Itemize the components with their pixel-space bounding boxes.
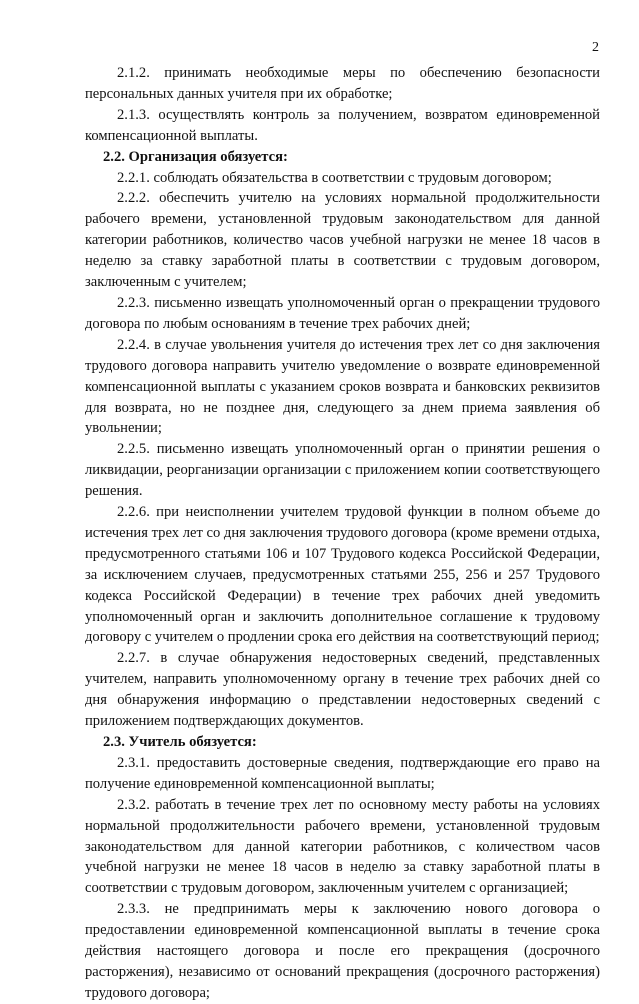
clause-2-2-7: 2.2.7. в случае обнаружения недостоверных сведений, представленных учителем, направить уполномоченному органу в течение трех рабочих дней со дня обнаружения информацию о представлении недостоверных сведений с приложением подтверждающих документов. <box>85 650 600 730</box>
clause-2-1-2: 2.1.2. принимать необходимые меры по обеспечению безопасности персональных данных учителя при их обработке; <box>85 65 600 102</box>
clause-2-1-3: 2.1.3. осуществлять контроль за получением, возвратом единовременной компенсационной выплаты. <box>85 106 600 144</box>
clause-2-2-3: 2.2.3. письменно извещать уполномоченный орган о прекращении трудового договора по любым основаниям в течение трех рабочих дней; <box>85 294 600 332</box>
clause-2-2-5: 2.2.5. письменно извещать уполномоченный орган о принятии решения о ликвидации, реорганизации организации с приложением копии соответствующего решения. <box>85 441 600 500</box>
clause-2-2-6: 2.2.6. при неисполнении учителем трудовой функции в полном объеме до истечения трех лет со дня заключения трудового договора (кроме времени отдыха, предусмотренного статьями 106 и 107 Трудового кодекса Российской Федерации, за исключением случаев, предусмотренных статьями 255, 256 и 257 Трудового кодекса Российской Федерации) в течение трех рабочих дней уведомить уполномоченный орган и заключить дополнительное соглашение к трудовому договору с учителем о продлении срока его действия на соответствующий период; <box>85 504 600 646</box>
clause-2-2-1: 2.2.1. соблюдать обязательства в соответствии с трудовым договором; <box>117 169 552 186</box>
clause-2-3-3: 2.3.3. не предпринимать меры к заключению нового договора о предоставлении единовременной компенсационной выплаты в течение срока действия настоящего договора и после его прекращения (досрочного расторжения), независимо от оснований прекращения (досрочного расторжения) трудового договора; <box>85 901 600 1001</box>
clause-2-2-2: 2.2.2. обеспечить учителю на условиях нормальной продолжительности рабочего времени, установленной трудовым законодательством для данной категории работников, количество часов учебной нагрузки не менее 18 часов в неделю за ставку заработной платы в соответствии с трудовым договором, заключенным с учителем; <box>85 190 600 291</box>
section-heading-2-3: 2.3. Учитель обязуется: <box>103 734 257 750</box>
page-number: 2 <box>592 40 599 55</box>
clause-2-3-2: 2.3.2. работать в течение трех лет по основному месту работы на условиях нормальной продолжительности рабочего времени, установленной трудовым законодательством для данной категории работников, с количеством часов учебной нагрузки не менее 18 часов в неделю за ставку заработной платы в соответствии с трудовым договором, заключенным учителем с организацией; <box>85 796 600 897</box>
clause-2-3-1: 2.3.1. предоставить достоверные сведения, подтверждающие его право на получение единовременной компенсационной выплаты; <box>85 754 600 792</box>
clause-2-2-4: 2.2.4. в случае увольнения учителя до истечения трех лет со дня заключения трудового договора направить учителю уведомление о возврате единовременной компенсационной выплаты с указанием сроков возврата и банковских реквизитов для возврата, но не позднее дня, следующего за днем приема заявления об увольнении; <box>85 336 600 437</box>
document-body <box>85 63 600 1004</box>
section-heading-2-2: 2.2. Организация обязуется: <box>103 148 288 165</box>
